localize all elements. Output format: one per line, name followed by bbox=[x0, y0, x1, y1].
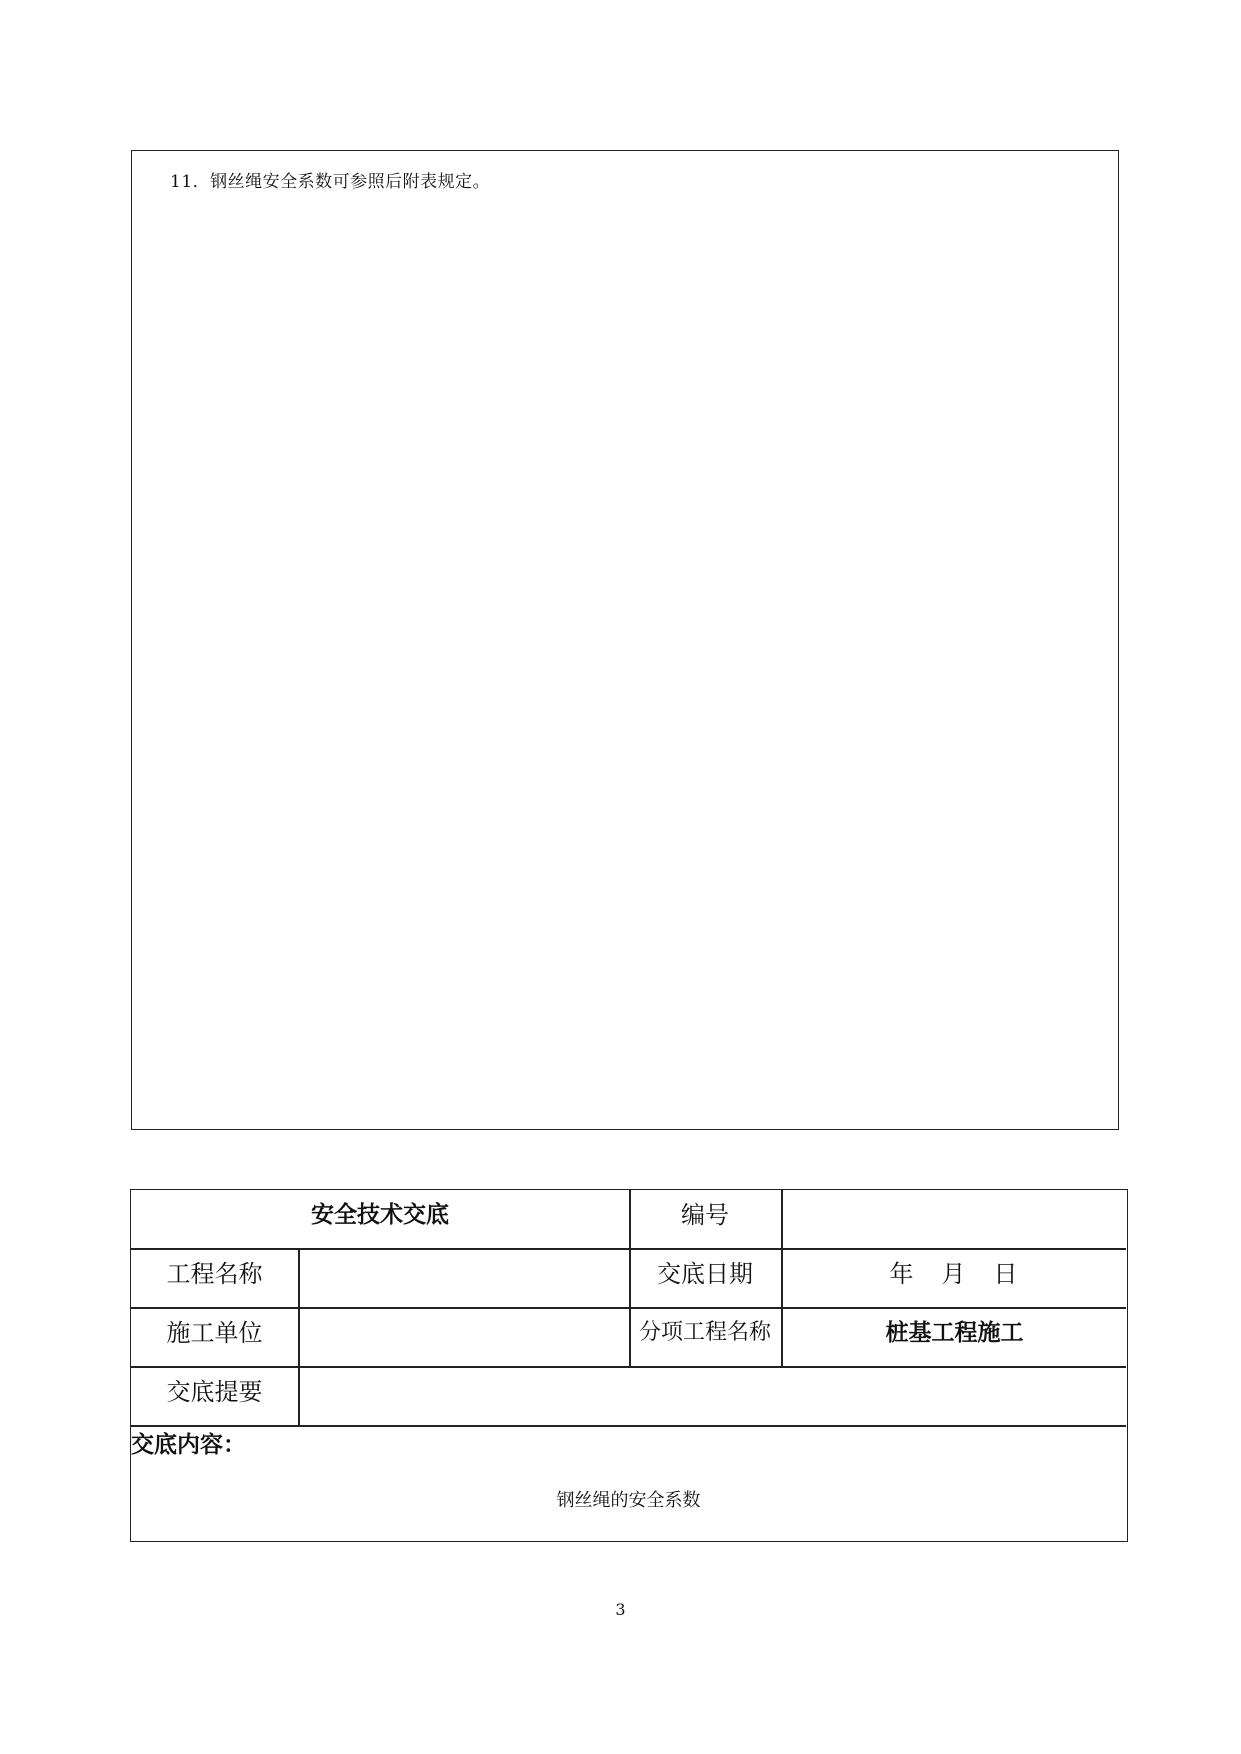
subproject-label: 分项工程名称 bbox=[638, 1320, 771, 1345]
content-text: 钢丝绳的安全系数 bbox=[556, 1490, 701, 1511]
row-divider bbox=[131, 1366, 1126, 1368]
page-number: 3 bbox=[615, 1600, 626, 1619]
date-label: 交底日期 bbox=[657, 1260, 753, 1288]
form-title: 安全技术交底 bbox=[311, 1202, 449, 1228]
content-box-continuation bbox=[131, 150, 1119, 1130]
row-divider bbox=[131, 1425, 1126, 1427]
date-field[interactable]: 年 月 日 bbox=[889, 1260, 1020, 1288]
summary-label: 交底提要 bbox=[166, 1378, 263, 1406]
column-divider bbox=[298, 1248, 300, 1425]
safety-disclosure-form bbox=[130, 1189, 1128, 1542]
contractor-label: 施工单位 bbox=[166, 1319, 263, 1347]
note-item-11: 11．钢丝绳安全系数可参照后附表规定。 bbox=[170, 172, 491, 192]
project-name-label: 工程名称 bbox=[166, 1260, 263, 1288]
number-label: 编号 bbox=[681, 1201, 729, 1229]
subproject-value: 桩基工程施工 bbox=[885, 1320, 1024, 1346]
content-label: 交底内容： bbox=[131, 1432, 246, 1458]
